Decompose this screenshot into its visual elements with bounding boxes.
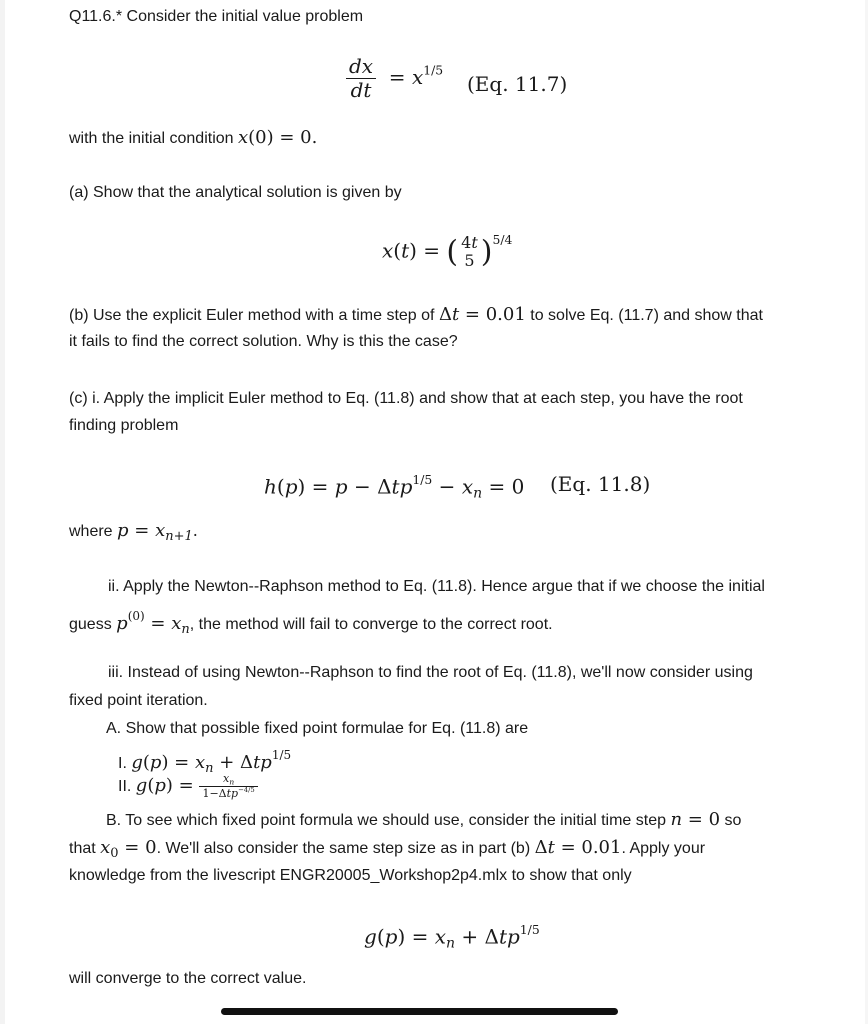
formula-I: I. $g(p) = x_n + \Delta tp^{1/5}$ bbox=[118, 748, 292, 776]
part-b-line1: (b) Use the explicit Euler method with a time step of Δt = 0.01 to solve Eq. (11.7) and show that bbox=[69, 304, 763, 325]
part-c-ii-line1: ii. Apply the Newton--Raphson method to Eq. (11.8). Hence argue that if we choose the initial bbox=[108, 578, 765, 595]
part-c-iii-line2: fixed point iteration. bbox=[69, 692, 208, 709]
question-title: Q11.6.* Consider the initial value problem bbox=[69, 8, 364, 25]
part-B-line1: B. To see which fixed point formula we should use, consider the initial time step n = 0 so bbox=[106, 809, 742, 830]
home-indicator-bar[interactable] bbox=[221, 1008, 618, 1015]
equation-11-8: $h(p) = p - \Delta tp^{1/5} - x_n = 0$ bbox=[264, 472, 525, 502]
part-c-ii-line2: guess $p^{(0)} = x_n$, the method will fail to converge to the correct root. bbox=[69, 609, 553, 637]
part-B-line3: knowledge from the livescript ENGR20005_Workshop2p4.mlx to show that only bbox=[69, 867, 632, 884]
where-definition: where $p = x_{n+1}$. bbox=[69, 520, 198, 544]
part-c-iii-line1: iii. Instead of using Newton--Raphson to find the root of Eq. (11.8), we'll now consider using bbox=[108, 664, 753, 681]
initial-condition: with the initial condition x(0) = 0. bbox=[69, 127, 318, 148]
analytical-solution: x(t) = ( 4t 5 )$^{5/4}$ bbox=[382, 232, 513, 271]
part-A-text: A. Show that possible fixed point formulae for Eq. (11.8) are bbox=[106, 720, 529, 737]
part-a-text: (a) Show that the analytical solution is given by bbox=[69, 184, 402, 201]
converging-formula: $g(p) = x_n + \Delta tp^{1/5}$ bbox=[364, 922, 540, 952]
equation-11-7-label: (Eq. 11.7) bbox=[467, 72, 568, 96]
formula-II: II. g(p) = $\frac{x_n}{1-\Delta tp^{-4/5}}$ bbox=[118, 773, 258, 800]
part-c-line1: (c) i. Apply the implicit Euler method to Eq. (11.8) and show that at each step, you have the root bbox=[69, 390, 743, 407]
part-B-line2: that $x_0 = 0$. We'll also consider the same step size as in part (b) Δt = 0.01. Apply your bbox=[69, 837, 706, 861]
equation-11-7: $\frac{dx}{dt}$ = $x^{1/5}$ bbox=[346, 55, 443, 102]
final-line: will converge to the correct value. bbox=[69, 970, 307, 987]
equation-11-8-label: (Eq. 11.8) bbox=[550, 472, 651, 496]
left-margin-rule bbox=[0, 0, 5, 1024]
part-b-line2: it fails to find the correct solution. Why is this the case? bbox=[69, 333, 458, 350]
part-c-line2: finding problem bbox=[69, 417, 179, 434]
